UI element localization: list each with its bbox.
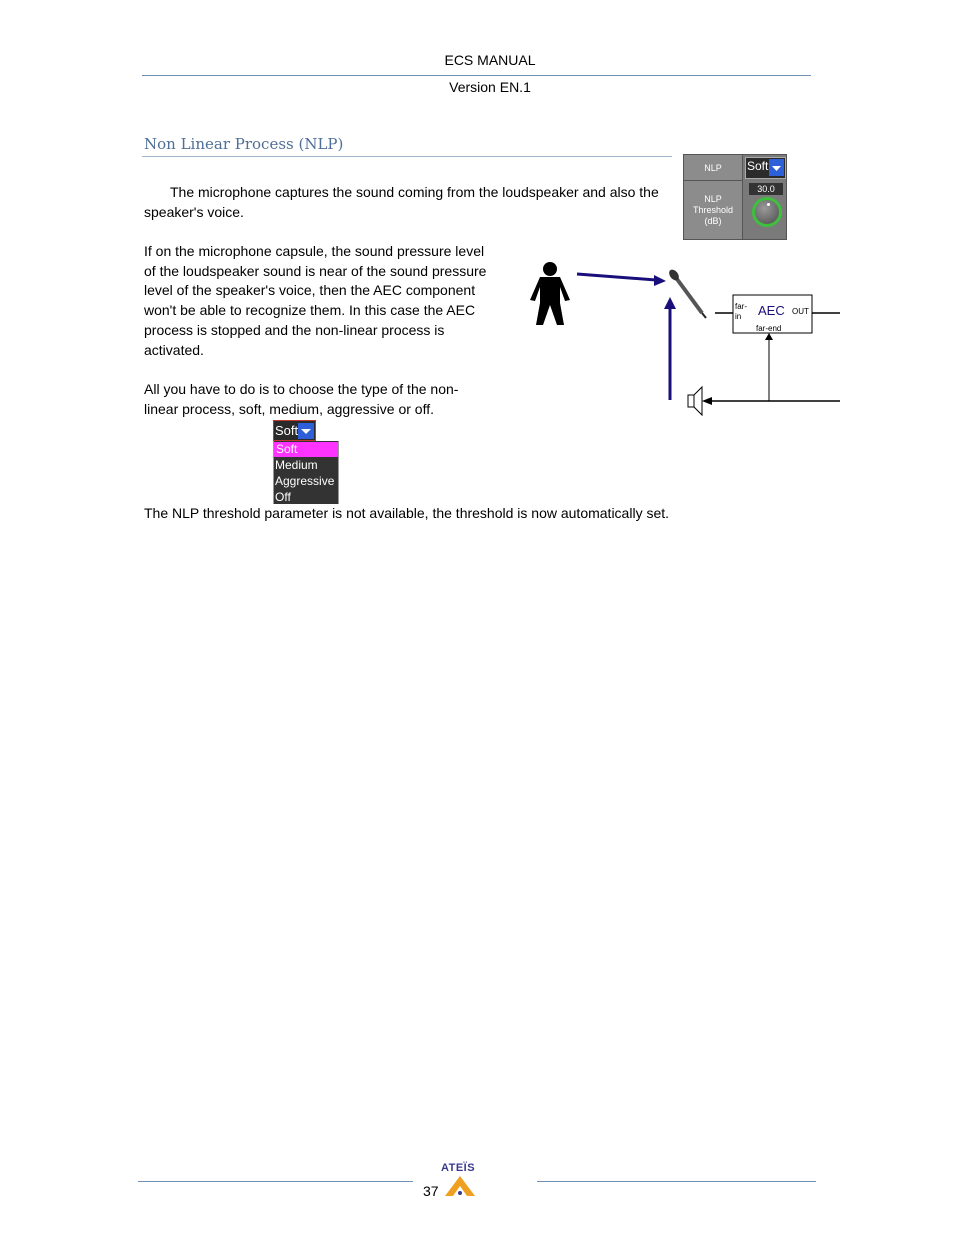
- footer-rule-right: [537, 1181, 816, 1182]
- threshold-knob[interactable]: [752, 197, 782, 227]
- option-soft[interactable]: Soft: [274, 442, 338, 457]
- footer-rule-left: [138, 1181, 413, 1182]
- paragraph-choose-type: All you have to do is to choose the type of the non-linear process, soft, medium, aggressive or off.: [144, 381, 459, 417]
- nlp-label: NLP: [684, 155, 743, 181]
- aec-farend-label: far-end: [756, 324, 782, 333]
- section-heading: Non Linear Process (NLP): [144, 135, 344, 153]
- person-icon: [530, 262, 570, 325]
- knob-indicator: [767, 203, 770, 206]
- nlp-mode-value: Soft: [747, 159, 769, 173]
- arrow-icon: [664, 297, 676, 400]
- threshold-label-line: (dB): [704, 216, 722, 226]
- nlp-type-selected-value: Soft: [275, 423, 299, 438]
- aec-output-label: OUT: [792, 307, 809, 316]
- chevron-down-icon[interactable]: [769, 159, 784, 176]
- microphone-icon: [667, 268, 706, 318]
- loudspeaker-icon: [688, 387, 702, 415]
- aec-input-label: far-: [735, 302, 747, 311]
- aec-title: AEC: [758, 303, 785, 318]
- option-off[interactable]: Off: [275, 490, 291, 504]
- document-title: ECS MANUAL: [444, 52, 536, 68]
- option-medium[interactable]: Medium: [275, 458, 318, 472]
- arrow-icon: [702, 397, 840, 405]
- ateis-logo-icon: [443, 1174, 477, 1198]
- option-aggressive[interactable]: Aggressive: [275, 474, 335, 488]
- arrow-icon: [765, 333, 773, 401]
- threshold-label-line: Threshold: [692, 205, 734, 215]
- document-version: Version EN.1: [449, 79, 531, 95]
- aec-diagram: [520, 255, 850, 425]
- chevron-down-icon[interactable]: [298, 423, 314, 439]
- arrow-icon: [577, 274, 666, 286]
- page-number: 37: [423, 1183, 439, 1199]
- paragraph-intro: The microphone captures the sound coming from the loudspeaker and also the speaker's voice.: [144, 184, 659, 220]
- threshold-label-line: NLP: [704, 194, 722, 204]
- paragraph-threshold-note: The NLP threshold parameter is not available, the threshold is now automatically set.: [144, 505, 670, 521]
- aec-input-label: in: [735, 312, 742, 321]
- threshold-value-display: 30.0: [749, 183, 783, 195]
- header-rule: [142, 75, 811, 76]
- section-rule: [142, 156, 672, 157]
- paragraph-aec-explanation: If on the microphone capsule, the sound pressure level of the loudspeaker sound is near of the sound pressure level of the speaker's voice, then the AEC component won't be able to recognize them. In this case the AEC process is stopped and the non-linear process is activated.: [144, 243, 487, 358]
- nlp-threshold-label: [684, 181, 743, 239]
- brand-logo-text: ATEÏS: [441, 1162, 476, 1174]
